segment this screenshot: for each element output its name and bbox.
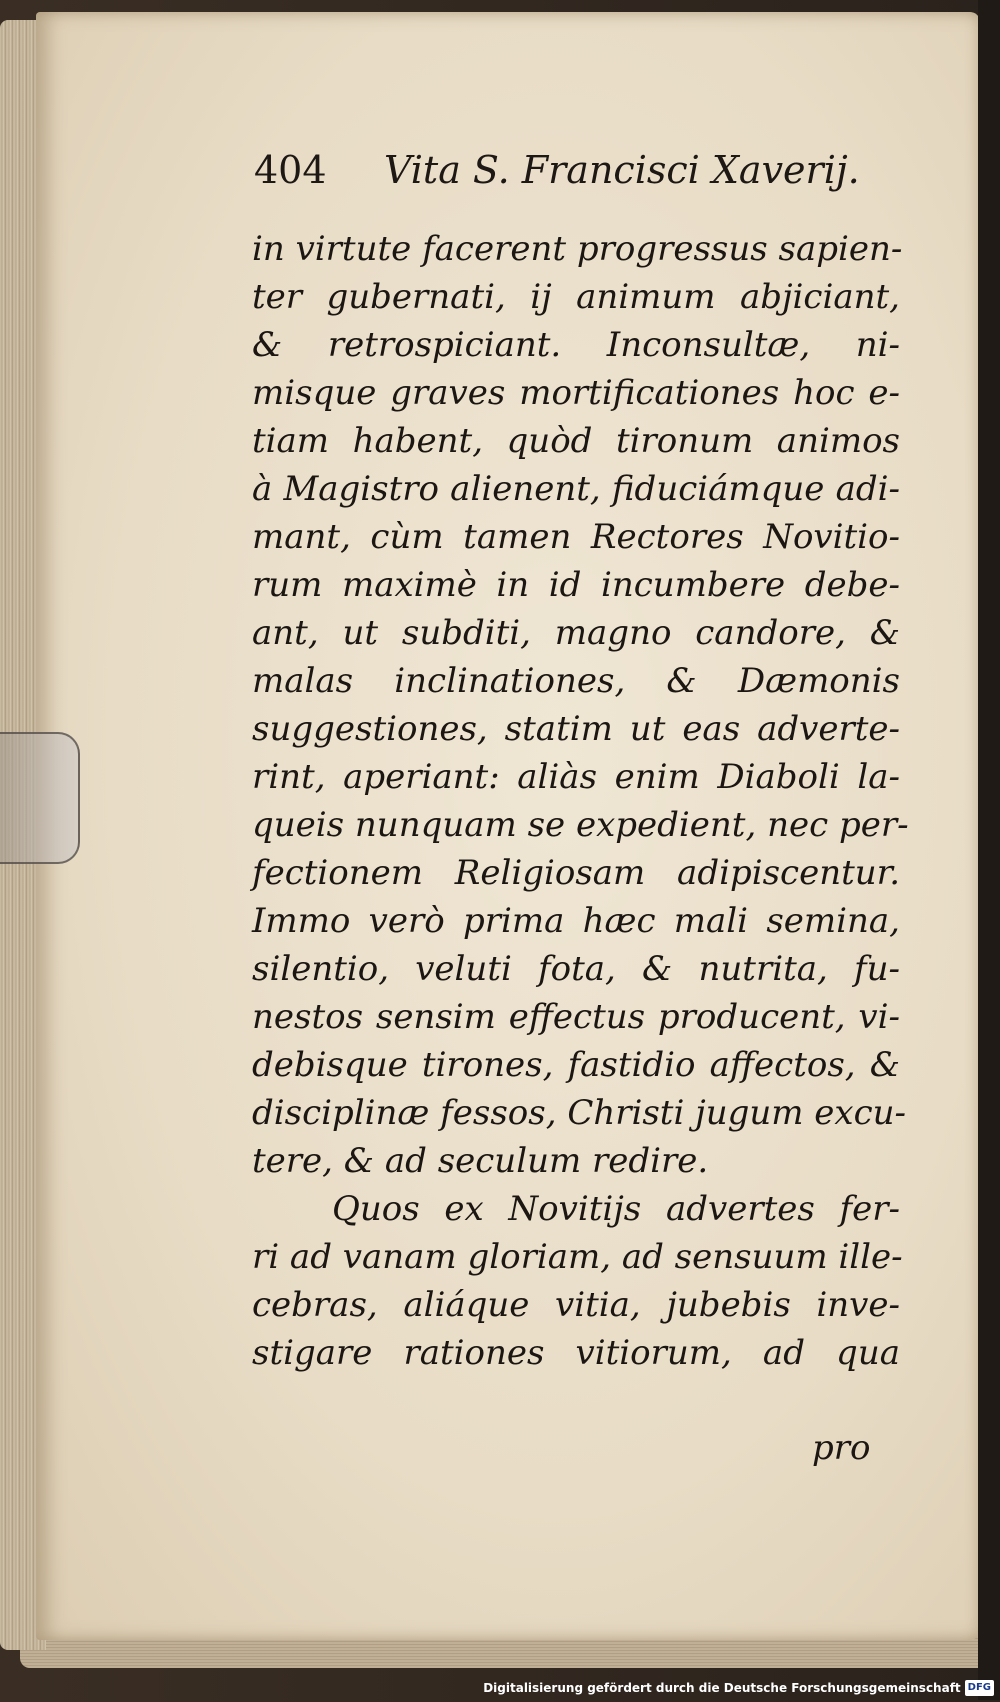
text-line: in virtute facerent progressus sapien- [252,229,903,269]
text-line: queis nunquam se expedient, nec per- [252,805,909,845]
text-line: fectionem Religiosam adipiscentur. [252,853,900,893]
text-line: rint, aperiant: aliàs enim Diaboli la- [252,757,900,797]
dfg-logo: DFG [965,1680,994,1696]
text-line: silentio, veluti fota, & nutrita, fu- [252,949,900,989]
text-line: debisque tirones, fastidio affectos, & [252,1045,900,1085]
catchword: pro [812,1428,871,1468]
text-line: malas inclinationes, & Dæmonis [252,661,900,701]
text-line: misque graves mortificationes hoc e- [252,373,900,413]
text-line: tiam habent, quòd tironum animos [252,421,900,461]
text-line: à Magistro alienent, fiduciámque adi- [252,469,900,509]
running-title: Vita S. Francisci Xaverij. [384,148,860,192]
text-line: ri ad vanam gloriam, ad sensuum ille- [252,1237,903,1277]
text-line: & retrospiciant. Inconsultæ, ni- [252,325,900,365]
text-line: Quos ex Novitijs advertes fer- [332,1189,900,1229]
text-line: disciplinæ fessos, Christi jugum excu- [252,1093,907,1133]
clamp-clip [0,732,80,864]
binding-shadow [978,0,1000,1700]
text-line: nestos sensim effectus producent, vi- [252,997,900,1037]
text-line: rum maximè in id incumbere debe- [252,565,900,605]
credit-text: Digitalisierung gefördert durch die Deutsche Forschungsgemeinschaft [483,1681,961,1695]
page-number: 404 [254,148,327,192]
text-line: ant, ut subditi, magno candore, & [252,613,900,653]
page-header [254,140,874,200]
text-line: cebras, aliáque vitia, jubebis inve- [252,1285,900,1325]
text-line: ter gubernati, ij animum abjiciant, [252,277,900,317]
text-line: mant, cùm tamen Rectores Novitio- [252,517,900,557]
body-text [252,225,909,1377]
digitization-credit [483,1678,994,1698]
text-line: suggestiones, statim ut eas adverte- [252,709,900,749]
text-line: Immo verò prima hæc mali semina, [252,901,900,941]
text-line: stigare rationes vitiorum, ad qua [252,1333,900,1373]
text-line: tere, & ad seculum redire. [252,1141,709,1181]
